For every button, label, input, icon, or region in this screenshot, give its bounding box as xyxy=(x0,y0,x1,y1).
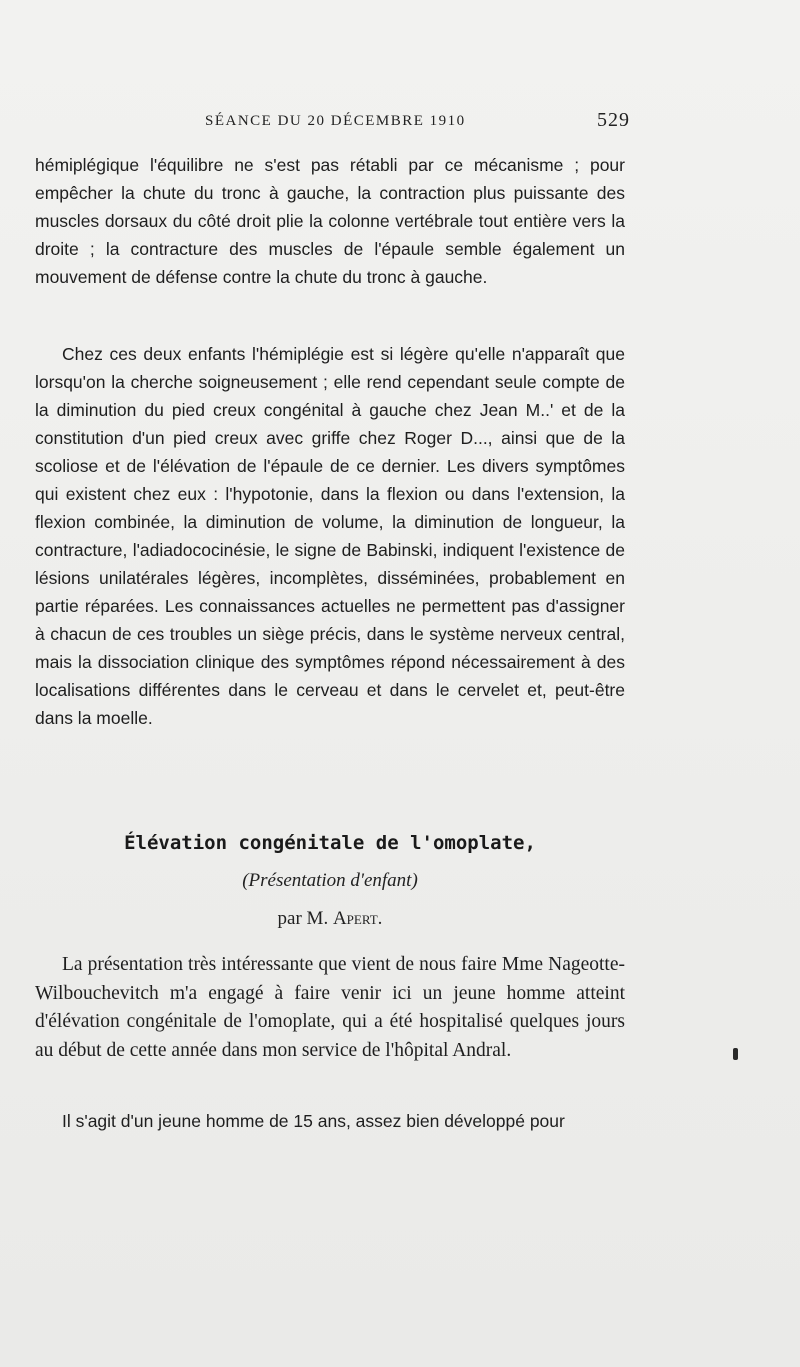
paragraph-continued: hémiplégique l'équilibre ne s'est pas rétabli par ce mécanisme ; pour empêcher la chute du tronc à gauche, la contraction plus puissante des muscles dorsaux du côté droit plie la colonne vertébrale tout entière vers la droite ; la contracture des muscles de l'épaule semble également un mouvement de défense contre la chute du tronc à gauche. xyxy=(35,155,625,287)
byline-author: Apert. xyxy=(332,908,383,929)
section-title: Élévation congénitale de l'omoplate, xyxy=(124,832,536,854)
byline-prefix: par M. xyxy=(277,908,329,929)
paragraph-case: Il s'agit d'un jeune homme de 15 ans, assez bien développé pour xyxy=(62,1111,565,1131)
margin-ink-mark xyxy=(733,1048,738,1060)
paragraph-conclusion: Chez ces deux enfants l'hémiplégie est si légère qu'elle n'apparaît que lorsqu'on la cherche soigneusement ; elle rend cependant seule compte de la diminution du pied creux congénital à gauche chez Jean M..' et de la constitution d'un pied creux avec griffe chez Roger D..., ainsi que de la scoliose et de l'élévation de l'épaule de ce dernier. Les divers symptômes qui existent chez eux : l'hypotonie, dans la flexion ou dans l'extension, la flexion combinée, la diminution de volume, la diminution de longueur, la contracture, l'adiadococinésie, le signe de Babinski, indiquent l'existence de lésions unilatérales légères, incomplètes, disséminées, probablement en partie réparées. Les connaissances actuelles ne permettent pas d'assigner à chacun de ces troubles un siège précis, dans le système nerveux central, mais la dissociation clinique des symptômes répond nécessairement à des localisations différentes dans le cerveau et dans le cervelet et, peut-être dans la moelle. xyxy=(35,344,625,728)
page-number: 529 xyxy=(597,109,630,131)
paragraph-intro: La présentation très intéressante que vient de nous faire Mme Nageotte-Wilbouchevitch m'a engagé à faire venir ici un jeune homme atteint d'élévation congénitale de l'omoplate, qui a été hospitalisé quelques jours au début de cette année dans mon service de l'hôpital Andral. xyxy=(35,954,625,1061)
running-title: SÉANCE DU 20 DÉCEMBRE 1910 xyxy=(205,113,466,129)
section-byline xyxy=(35,908,625,930)
section-subtitle: (Présentation d'enfant) xyxy=(242,870,418,891)
